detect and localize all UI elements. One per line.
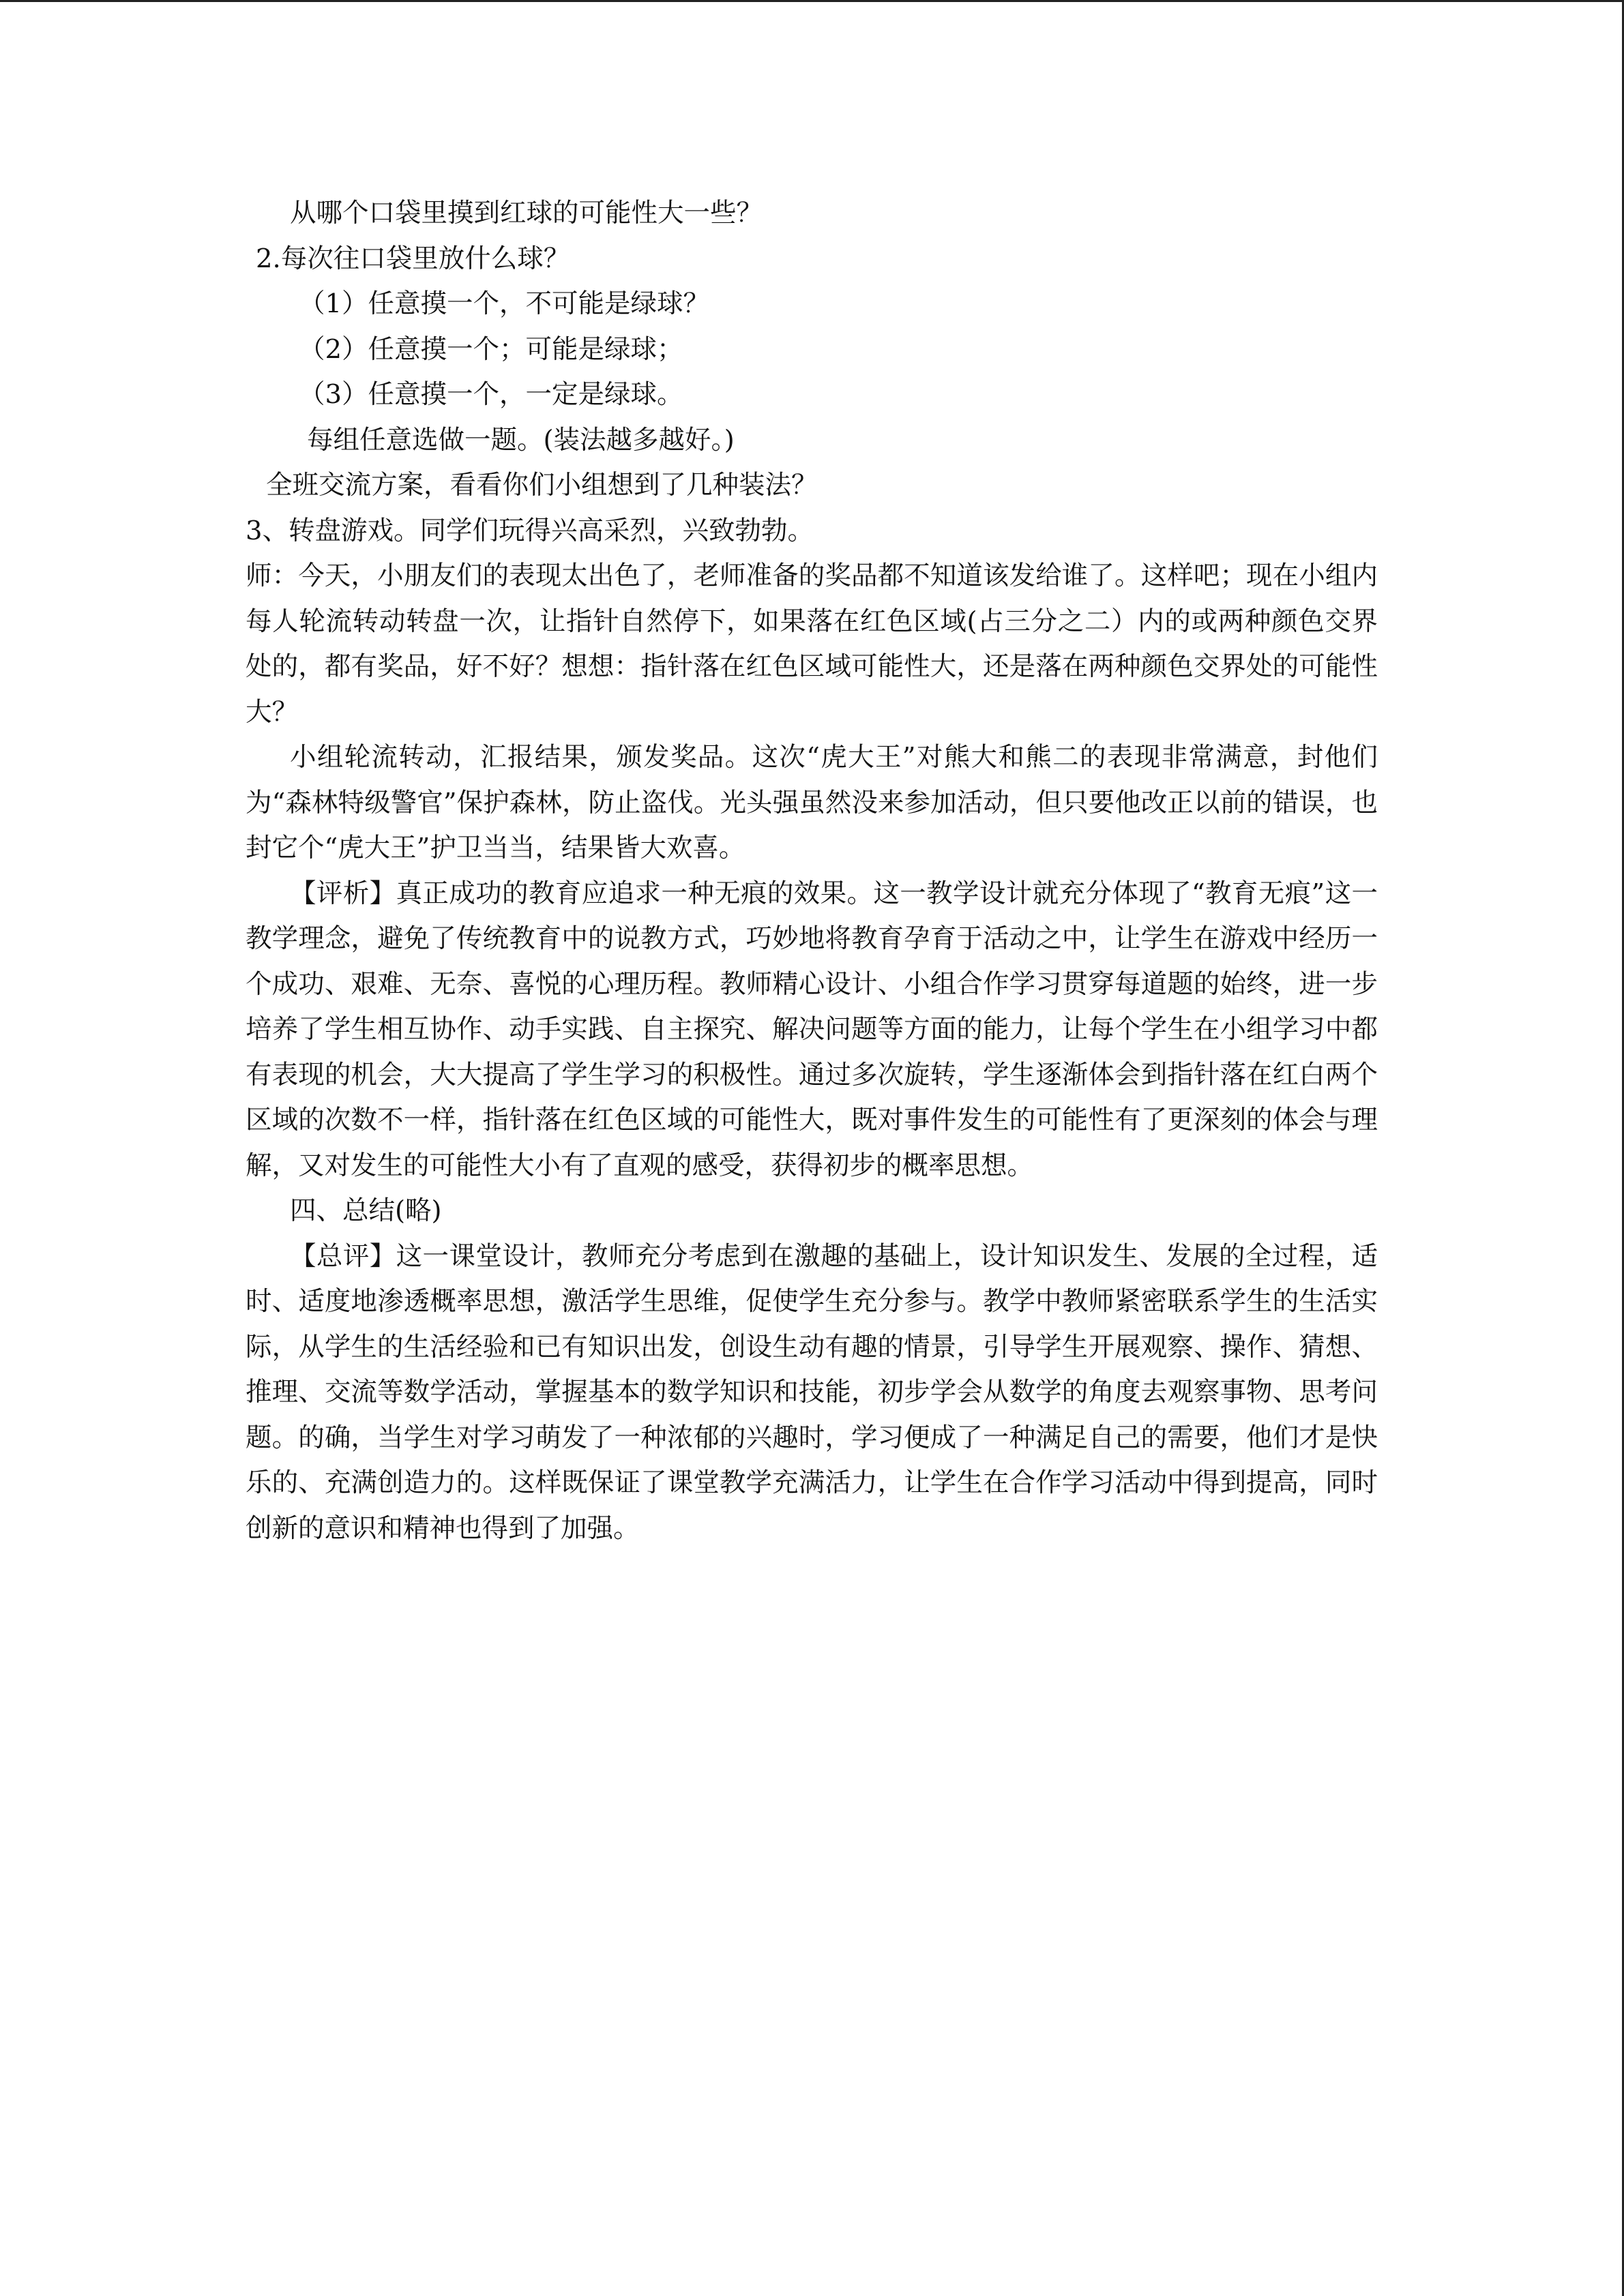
choose-line: 每组任意选做一题。(装法越多越好。) [307,424,735,456]
game-3-line: 3、转盘游戏。同学们玩得兴高采烈，兴致勃勃。 [246,515,814,546]
exchange-line: 全班交流方案，看看你们小组想到了几种装法？ [266,470,818,501]
review-paragraph: 【总评】这一课堂设计，教师充分考虑到在激趣的基础上，设计知识发生、发展的全过程，适时、适度地渗透概率思想，激活学生思维，促使学生充分参与。教学中教师紧密联系学生的生活实际，从学生的生活经验和已有知识出发，创设生动有趣的情景，引导学生开展观察、操作、猜想、推理、交流等数学活动，掌握基本的数学知识和技能，初步学会从数学的角度去观察事物、思考问题。的确，当学生对学习萌发了一种浓郁的兴趣时，学习便成了一种满足自己的需要，他们才是快乐的、充满创造力的。这样既保证了课堂教学充满活力，让学生在合作学习活动中得到提高，同时创新的意识和精神也得到了加强。 [246,1240,1378,1544]
question-bag-line: 从哪个口袋里摸到红球的可能性大一些？ [290,198,763,228]
document-body [246,191,1378,1551]
question-2-line: 2.每次往口袋里放什么球？ [256,243,570,274]
analysis-paragraph: 【评析】真正成功的教育应追求一种无痕的效果。这一教学设计就充分体现了“教育无痕”这一教学理念，避免了传统教育中的说教方式，巧妙地将教育孕育于活动之中，让学生在游戏中经历一个成功、艰难、无奈、喜悦的心理历程。教师精心设计、小组合作学习贯穿每道题的始终，进一步培养了学生相互协作、动手实践、自主探究、解决问题等方面的能力，让每个学生在小组学习中都有表现的机会，大大提高了学生学习的积极性。通过多次旋转，学生逐渐体会到指针落在红白两个区域的次数不一样，指针落在红色区域的可能性大，既对事件发生的可能性有了更深刻的体会与理解，又对发生的可能性大小有了直观的感受，获得初步的概率思想。 [246,878,1378,1181]
teacher-paragraph: 师：今天，小朋友们的表现太出色了，老师准备的奖品都不知道该发给谁了。这样吧；现在小组内每人轮流转动转盘一次，让指针自然停下，如果落在红色区域(占三分之二）内的或两种颜色交界处的，都有奖品，好不好？想想：指针落在红色区域可能性大，还是落在两种颜色交界处的可能性大？ [246,561,1378,728]
option-1-line: （1）任意摸一个，不可能是绿球？ [299,288,709,319]
option-2-line: （2）任意摸一个；可能是绿球； [299,333,683,365]
option-3-line: （3）任意摸一个，一定是绿球。 [299,379,683,410]
summary-heading: 四、总结(略) [290,1195,442,1226]
groups-paragraph: 小组轮流转动，汇报结果，颁发奖品。这次“虎大王”对熊大和熊二的表现非常满意，封他们为“森林特级警官”保护森林，防止盗伐。光头强虽然没来参加活动，但只要他改正以前的错误，也封它个“虎大王”护卫当当，结果皆大欢喜。 [246,742,1378,863]
